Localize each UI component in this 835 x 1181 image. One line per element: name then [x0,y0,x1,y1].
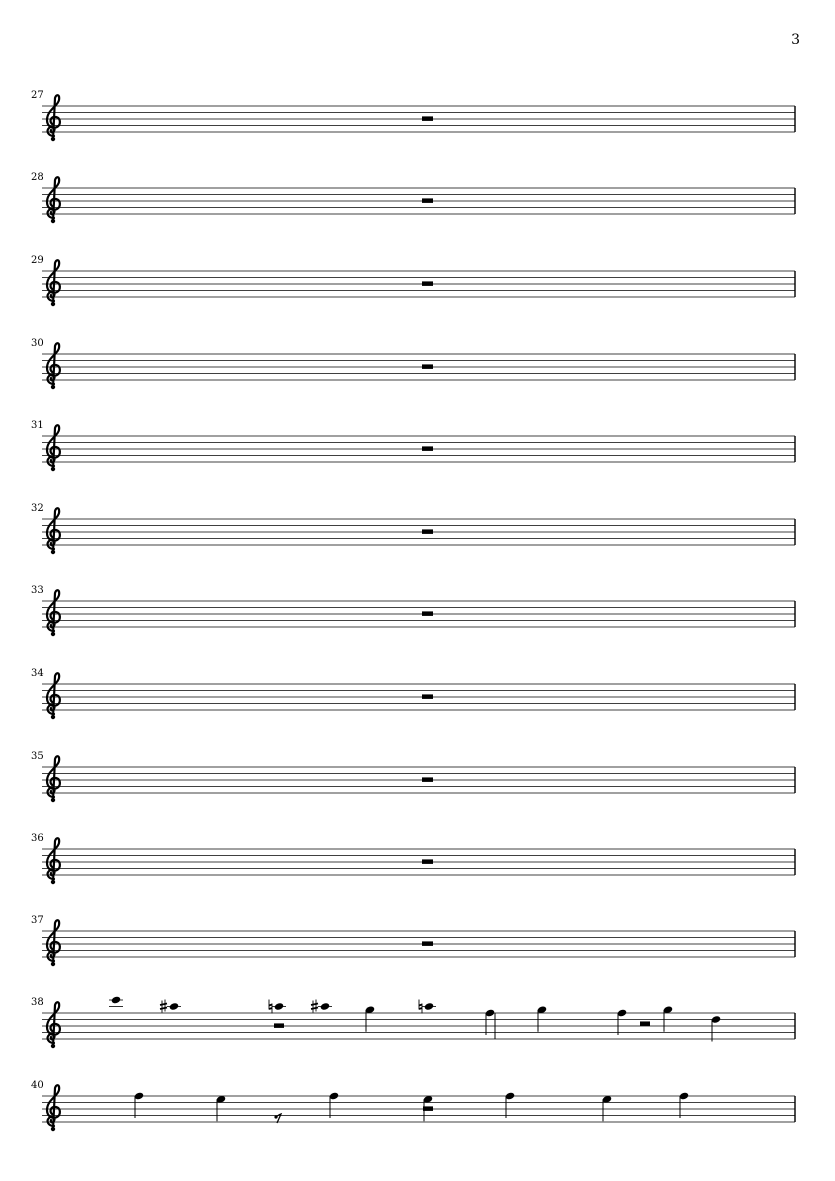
staff-system-32 [0,504,835,564]
treble-clef-icon [47,1085,60,1131]
treble-clef-icon [47,260,60,306]
note [485,1009,495,1039]
note [160,1000,181,1013]
staff-system-36 [0,834,835,894]
note [419,1000,436,1014]
staff [0,1081,835,1151]
staff-system-30 [0,339,835,399]
measure-number: 37 [31,915,44,926]
note [711,1015,721,1041]
staff [0,339,835,409]
treble-clef-icon [47,95,60,141]
staff-system-34 [0,669,835,729]
treble-clef-icon [47,425,60,471]
rest-icon [640,1021,650,1025]
treble-clef-icon [47,756,60,802]
measure-number: 36 [31,833,44,844]
staff [0,669,835,739]
measure-number: 35 [31,751,44,762]
note [423,1095,433,1121]
measure-number: 29 [31,255,44,266]
staff [0,256,835,326]
page-number: 3 [791,32,800,48]
treble-clef-icon [47,177,60,223]
staff [0,998,835,1068]
staff [0,173,835,243]
measure-number: 30 [31,338,44,349]
measure-number: 38 [31,997,44,1008]
multi-measure-rest-icon [422,777,433,782]
staff-system-33 [0,586,835,646]
multi-measure-rest-icon [422,859,433,864]
multi-measure-rest-icon [422,611,433,616]
treble-clef-icon [47,920,60,966]
staff-system-28 [0,173,835,233]
note [329,1092,339,1118]
staff-system-38 [0,998,835,1058]
measure-number: 27 [31,90,44,101]
staff-system-31 [0,421,835,481]
note [109,996,123,1007]
measure-number: 28 [31,172,44,183]
treble-clef-icon [47,508,60,554]
multi-measure-rest-icon [422,941,433,946]
note [679,1092,689,1118]
note [365,1005,375,1031]
multi-measure-rest-icon [422,198,433,203]
note [505,1092,515,1118]
multi-measure-rest-icon [422,116,433,121]
measure-number: 31 [31,420,44,431]
note [617,1009,627,1035]
staff [0,504,835,574]
multi-measure-rest-icon [422,529,433,534]
staff-system-27 [0,91,835,151]
measure-number: 33 [31,585,44,596]
measure-number: 40 [31,1080,44,1091]
staff-system-40 [0,1081,835,1141]
multi-measure-rest-icon [422,364,433,369]
treble-clef-icon [47,673,60,719]
note [216,1095,226,1121]
treble-clef-icon [47,343,60,389]
note [602,1095,612,1121]
staff-system-35 [0,752,835,812]
treble-clef-icon [47,1002,60,1048]
measure-number: 34 [31,668,44,679]
note [537,1005,547,1031]
multi-measure-rest-icon [422,694,433,699]
multi-measure-rest-icon [422,446,433,451]
treble-clef-icon [47,838,60,884]
staff [0,834,835,904]
staff [0,421,835,491]
note [269,1000,286,1028]
multi-measure-rest-icon [422,281,433,286]
staff-system-37 [0,916,835,976]
treble-clef-icon [47,590,60,636]
staff-system-29 [0,256,835,316]
staff [0,752,835,822]
staff [0,91,835,161]
staff [0,586,835,656]
note [663,1005,673,1031]
staff [0,916,835,986]
note [134,1092,144,1118]
measure-number: 32 [31,503,44,514]
note [311,1000,332,1013]
